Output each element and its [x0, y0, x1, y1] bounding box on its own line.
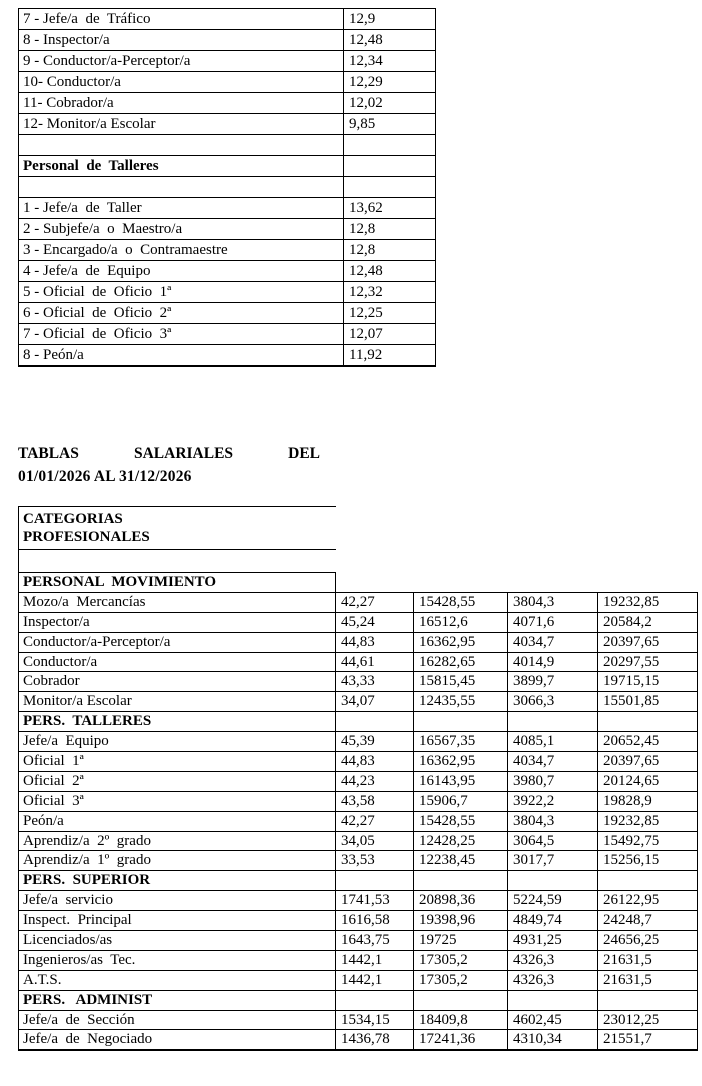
value-cell: 19725: [414, 931, 508, 951]
value-cell: 3017,7: [508, 851, 598, 871]
value-cell: 23012,25: [598, 1010, 698, 1030]
category-cell: Jefe/a de Sección: [19, 1010, 336, 1030]
value-cell: 12,34: [344, 51, 436, 72]
value-cell: 16143,95: [414, 771, 508, 791]
category-cell: Oficial 2ª: [19, 771, 336, 791]
value-cell: 17241,36: [414, 1030, 508, 1050]
categories-box: [18, 506, 336, 550]
value-cell: [344, 135, 436, 156]
category-cell: Peón/a: [19, 811, 336, 831]
table-row: [19, 261, 436, 282]
table-row: [19, 771, 698, 791]
value-cell: [414, 871, 508, 891]
value-cell: 43,58: [336, 791, 414, 811]
value-cell: [508, 990, 598, 1010]
value-cell: 4085,1: [508, 732, 598, 752]
table-row: [19, 612, 698, 632]
value-cell: [598, 990, 698, 1010]
categories-box-spacer: [18, 550, 332, 572]
value-cell: 19232,85: [598, 592, 698, 612]
salary-table-upper: [18, 8, 436, 367]
value-cell: 1616,58: [336, 911, 414, 931]
category-cell: A.T.S.: [19, 970, 336, 990]
table-row: [19, 177, 436, 198]
table-row: [19, 345, 436, 367]
category-cell: 7 - Oficial de Oficio 3ª: [19, 324, 344, 345]
table-row: [19, 672, 698, 692]
value-cell: 20898,36: [414, 891, 508, 911]
value-cell: 26122,95: [598, 891, 698, 911]
value-cell: 3922,2: [508, 791, 598, 811]
value-cell: 34,07: [336, 692, 414, 712]
value-cell: 15428,55: [414, 592, 508, 612]
value-cell: 19828,9: [598, 791, 698, 811]
value-cell: [336, 871, 414, 891]
value-cell: 45,39: [336, 732, 414, 752]
value-cell: 16512,6: [414, 612, 508, 632]
value-cell: 12,48: [344, 261, 436, 282]
category-cell: Ingenieros/as Tec.: [19, 950, 336, 970]
value-cell: 16282,65: [414, 652, 508, 672]
salary-table-main: [18, 572, 698, 1051]
value-cell: 16567,35: [414, 732, 508, 752]
value-cell: 20652,45: [598, 732, 698, 752]
value-cell: 16362,95: [414, 752, 508, 772]
section-header-cell: PERS. SUPERIOR: [19, 871, 336, 891]
value-cell: 5224,59: [508, 891, 598, 911]
category-cell: [19, 135, 344, 156]
category-cell: 8 - Peón/a: [19, 345, 344, 367]
value-cell: 44,61: [336, 652, 414, 672]
category-cell: Inspector/a: [19, 612, 336, 632]
value-cell: 3980,7: [508, 771, 598, 791]
value-cell: 12435,55: [414, 692, 508, 712]
section-header-row: [19, 990, 698, 1010]
value-cell: 20297,55: [598, 652, 698, 672]
categories-box-line-2: PROFESIONALES: [23, 529, 150, 545]
category-cell: 12- Monitor/a Escolar: [19, 114, 344, 135]
heading-line-2: 01/01/2026 AL 31/12/2026: [18, 468, 192, 485]
heading-word: DEL: [288, 445, 320, 462]
value-cell: 20397,65: [598, 632, 698, 652]
value-cell: 17305,2: [414, 970, 508, 990]
value-cell: 4849,74: [508, 911, 598, 931]
value-cell: 3899,7: [508, 672, 598, 692]
section-header-row: [19, 573, 698, 593]
category-cell: 2 - Subjefe/a o Maestro/a: [19, 219, 344, 240]
category-cell: 5 - Oficial de Oficio 1ª: [19, 282, 344, 303]
table-row: [19, 851, 698, 871]
value-cell: 12,25: [344, 303, 436, 324]
table-row: [19, 240, 436, 261]
value-cell: 43,33: [336, 672, 414, 692]
value-cell: 19232,85: [598, 811, 698, 831]
category-cell: 4 - Jefe/a de Equipo: [19, 261, 344, 282]
value-cell: 4931,25: [508, 931, 598, 951]
table-row: [19, 198, 436, 219]
category-cell: Licenciados/as: [19, 931, 336, 951]
table-row: [19, 950, 698, 970]
table-row: [19, 282, 436, 303]
table-row: [19, 632, 698, 652]
table-row: [19, 791, 698, 811]
value-cell: 1741,53: [336, 891, 414, 911]
category-cell: Personal de Talleres: [19, 156, 344, 177]
table-row: [19, 891, 698, 911]
category-cell: Conductor/a-Perceptor/a: [19, 632, 336, 652]
table-row: [19, 752, 698, 772]
category-cell: Jefe/a de Negociado: [19, 1030, 336, 1050]
table-row: [19, 93, 436, 114]
value-cell: 34,05: [336, 831, 414, 851]
value-cell: 19398,96: [414, 911, 508, 931]
category-cell: Aprendiz/a 1º grado: [19, 851, 336, 871]
table-row: [19, 9, 436, 30]
value-cell: 12,07: [344, 324, 436, 345]
category-cell: 11- Cobrador/a: [19, 93, 344, 114]
salary-table-main-body: [19, 573, 698, 1051]
value-cell: 44,23: [336, 771, 414, 791]
value-cell: 20584,2: [598, 612, 698, 632]
table-row: [19, 592, 698, 612]
category-cell: Jefe/a Equipo: [19, 732, 336, 752]
table-row: [19, 931, 698, 951]
section-header-row: [19, 871, 698, 891]
value-cell: 42,27: [336, 811, 414, 831]
heading-line-1: [18, 445, 320, 463]
value-cell: 24656,25: [598, 931, 698, 951]
category-cell: 3 - Encargado/a o Contramaestre: [19, 240, 344, 261]
table-row: [19, 135, 436, 156]
value-cell: 3804,3: [508, 811, 598, 831]
value-cell: 12428,25: [414, 831, 508, 851]
section-header-cell: PERSONAL MOVIMIENTO: [19, 573, 336, 593]
document-heading: [18, 445, 320, 486]
value-cell: 4034,7: [508, 752, 598, 772]
value-cell: 15501,85: [598, 692, 698, 712]
value-cell: 21631,5: [598, 970, 698, 990]
value-cell: 12,8: [344, 219, 436, 240]
value-cell: 20397,65: [598, 752, 698, 772]
value-cell: [414, 573, 508, 593]
category-cell: Mozo/a Mercancías: [19, 592, 336, 612]
value-cell: 15492,75: [598, 831, 698, 851]
value-cell: 18409,8: [414, 1010, 508, 1030]
value-cell: 4326,3: [508, 970, 598, 990]
value-cell: 1534,15: [336, 1010, 414, 1030]
value-cell: 20124,65: [598, 771, 698, 791]
category-cell: Oficial 3ª: [19, 791, 336, 811]
categories-box-line-1: CATEGORIAS: [23, 511, 123, 527]
value-cell: 15256,15: [598, 851, 698, 871]
value-cell: 19715,15: [598, 672, 698, 692]
table-row: [19, 1010, 698, 1030]
value-cell: 9,85: [344, 114, 436, 135]
heading-word: SALARIALES: [133, 445, 234, 462]
value-cell: 12238,45: [414, 851, 508, 871]
value-cell: 12,29: [344, 72, 436, 93]
section-header-row: [19, 712, 698, 732]
value-cell: 15428,55: [414, 811, 508, 831]
value-cell: 15815,45: [414, 672, 508, 692]
value-cell: [598, 573, 698, 593]
table-row: [19, 72, 436, 93]
value-cell: 3804,3: [508, 592, 598, 612]
table-row: [19, 219, 436, 240]
value-cell: [508, 573, 598, 593]
value-cell: 4310,34: [508, 1030, 598, 1050]
value-cell: [336, 712, 414, 732]
value-cell: 4602,45: [508, 1010, 598, 1030]
value-cell: 15906,7: [414, 791, 508, 811]
table-row: [19, 156, 436, 177]
value-cell: [336, 573, 414, 593]
table-row: [19, 970, 698, 990]
section-header-cell: PERS. TALLERES: [19, 712, 336, 732]
value-cell: [336, 990, 414, 1010]
value-cell: 12,8: [344, 240, 436, 261]
table-row: [19, 114, 436, 135]
value-cell: [414, 712, 508, 732]
category-cell: Aprendiz/a 2º grado: [19, 831, 336, 851]
table-row: [19, 911, 698, 931]
category-cell: 1 - Jefe/a de Taller: [19, 198, 344, 219]
value-cell: 4014,9: [508, 652, 598, 672]
category-cell: 10- Conductor/a: [19, 72, 344, 93]
table-row: [19, 303, 436, 324]
category-cell: 9 - Conductor/a-Perceptor/a: [19, 51, 344, 72]
category-cell: Conductor/a: [19, 652, 336, 672]
value-cell: [344, 156, 436, 177]
value-cell: 1442,1: [336, 950, 414, 970]
value-cell: [344, 177, 436, 198]
category-cell: Inspect. Principal: [19, 911, 336, 931]
value-cell: 24248,7: [598, 911, 698, 931]
category-cell: 6 - Oficial de Oficio 2ª: [19, 303, 344, 324]
document-page: [0, 8, 702, 1086]
table-row: [19, 732, 698, 752]
value-cell: [508, 871, 598, 891]
value-cell: 12,32: [344, 282, 436, 303]
value-cell: 44,83: [336, 632, 414, 652]
value-cell: 3066,3: [508, 692, 598, 712]
value-cell: 17305,2: [414, 950, 508, 970]
value-cell: 12,9: [344, 9, 436, 30]
value-cell: 11,92: [344, 345, 436, 367]
value-cell: 4071,6: [508, 612, 598, 632]
category-cell: Jefe/a servicio: [19, 891, 336, 911]
table-row: [19, 1030, 698, 1050]
category-cell: 7 - Jefe/a de Tráfico: [19, 9, 344, 30]
value-cell: 21551,7: [598, 1030, 698, 1050]
table-row: [19, 692, 698, 712]
category-cell: Oficial 1ª: [19, 752, 336, 772]
value-cell: 1442,1: [336, 970, 414, 990]
value-cell: 4326,3: [508, 950, 598, 970]
value-cell: [508, 712, 598, 732]
table-row: [19, 811, 698, 831]
value-cell: 33,53: [336, 851, 414, 871]
value-cell: 42,27: [336, 592, 414, 612]
value-cell: 44,83: [336, 752, 414, 772]
table-row: [19, 652, 698, 672]
table-row: [19, 324, 436, 345]
table-row: [19, 831, 698, 851]
value-cell: 3064,5: [508, 831, 598, 851]
category-cell: Cobrador: [19, 672, 336, 692]
value-cell: 45,24: [336, 612, 414, 632]
value-cell: [598, 712, 698, 732]
heading-word: TABLAS: [18, 445, 79, 462]
section-header-cell: PERS. ADMINIST: [19, 990, 336, 1010]
category-cell: [19, 177, 344, 198]
table-row: [19, 30, 436, 51]
category-cell: 8 - Inspector/a: [19, 30, 344, 51]
table-row: [19, 51, 436, 72]
category-cell: Monitor/a Escolar: [19, 692, 336, 712]
value-cell: 16362,95: [414, 632, 508, 652]
salary-table-upper-body: [19, 9, 436, 367]
value-cell: 21631,5: [598, 950, 698, 970]
value-cell: 4034,7: [508, 632, 598, 652]
value-cell: [414, 990, 508, 1010]
value-cell: 12,02: [344, 93, 436, 114]
value-cell: 12,48: [344, 30, 436, 51]
value-cell: 1643,75: [336, 931, 414, 951]
value-cell: 1436,78: [336, 1030, 414, 1050]
value-cell: 13,62: [344, 198, 436, 219]
value-cell: [598, 871, 698, 891]
